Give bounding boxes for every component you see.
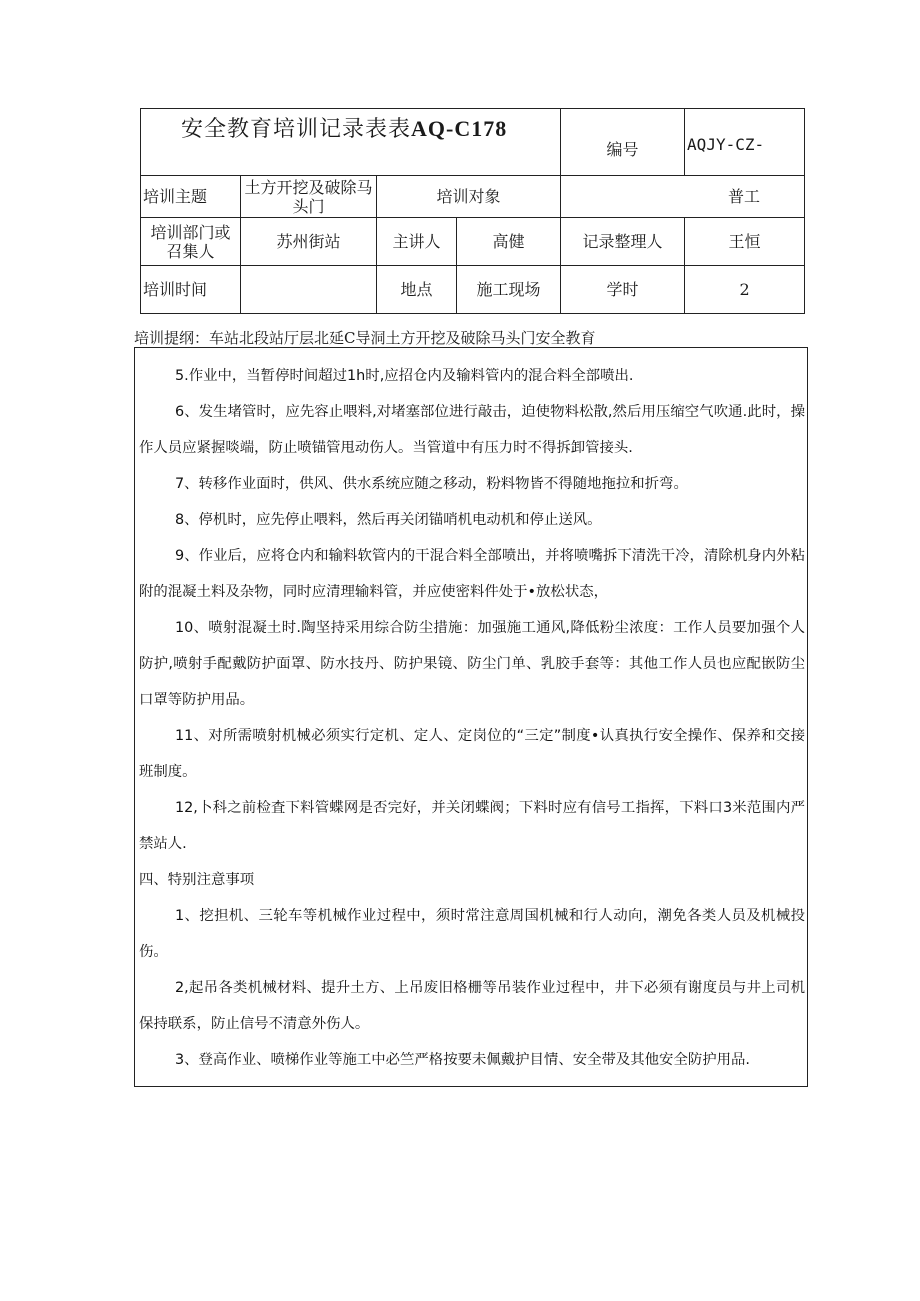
- hours-value: 2: [685, 266, 805, 314]
- paragraph-12: 12,卜科之前检査下料管蝶网是否完好，并关闭蝶阀；下料时应有信号工指挥，下料口3米范围内严禁站人.: [139, 800, 805, 852]
- paragraph-7: 7、转移作业面时，供风、供水系统应随之移动，粉料物皆不得随地拖拉和折弯。: [175, 476, 688, 492]
- form-code: AQ-C178: [411, 116, 508, 141]
- form-title: [141, 109, 561, 176]
- notice-3: 3、登高作业、喷梯作业等施工中必竺严格按要未佩戴护目情、安全带及其他安全防护用品.: [175, 1052, 750, 1068]
- topic-label: 培训主题: [141, 176, 241, 218]
- time-value: [241, 266, 377, 314]
- target-label: 培训对象: [377, 176, 561, 218]
- topic-value: 土方开挖及破除马头门: [241, 176, 377, 218]
- dept-label: 培训部门或召集人: [141, 218, 241, 266]
- speaker-label: 主讲人: [377, 218, 457, 266]
- paragraph-10: 10、喷射混凝土时.陶坚持采用综合防尘措施：加强施工通风,降低粉尘浓度：工作人员要加强个人防护,喷射手配戴防护面罩、防水技丹、防护果镜、防尘门单、乳胶手套等：其他工作人员也应配嵌防尘口罩等防护用品。: [139, 620, 805, 708]
- target-value: 普工: [561, 176, 805, 218]
- place-value: 施工现场: [457, 266, 561, 314]
- paragraph-5: 5.作业中，当暂停时间超过1h时,应招仓内及输料管内的混合料全部喷出.: [175, 368, 634, 384]
- dept-value: 苏州街站: [241, 218, 377, 266]
- time-label: 培训时间: [141, 266, 241, 314]
- recorder-label: 记录整理人: [561, 218, 685, 266]
- number-value: AQJY-CZ-: [685, 109, 805, 176]
- paragraph-6: 6、发生堵管时，应先容止喂料,对堵塞部位进行敲击，迫使物料松散,然后用压缩空气吹通.此时，操作人员应紧握啖端，防止喷锚管甩动伤人。当管道中有压力时不得拆卸管接头.: [139, 404, 805, 456]
- paragraph-11: 11、对所需喷射机械必须实行定机、定人、定岗位的“三定”制度•认真执行安全操作、保养和交接班制度。: [139, 728, 805, 780]
- recorder-value: 王恒: [685, 218, 805, 266]
- notice-2: 2,起吊各类机械材料、提升土方、上吊废旧格栅等吊装作业过程中，井下必须有谢度员与井上司机保持联系，防止信号不清意外伤人。: [139, 980, 805, 1032]
- speaker-value: 高健: [457, 218, 561, 266]
- form-title-text: 安全教育培训记录表表: [181, 117, 412, 142]
- content-box: [134, 347, 808, 1087]
- section-heading: 四、特别注意事项: [139, 872, 255, 888]
- header-table: [140, 108, 805, 314]
- hours-label: 学时: [561, 266, 685, 314]
- number-label: 编号: [561, 109, 685, 176]
- place-label: 地点: [377, 266, 457, 314]
- training-outline: 培训提纲：车站北段站厅层北延C导洞土方开挖及破除马头门安全教育: [134, 329, 596, 347]
- paragraph-8: 8、停机时，应先停止喂料，然后再关闭锚哨机电动机和停止送风。: [175, 512, 602, 528]
- notice-1: 1、挖担机、三轮车等机械作业过程中，须时常注意周国机械和行人动向，潮免各类人员及机械投伤。: [139, 908, 805, 960]
- paragraph-9: 9、作业后，应将仓内和输料软管内的干混合料全部喷出，并将喷嘴拆下清洗干冷，清除机身内外粘附的混凝土料及杂物，同时应清理输料管，并应使密料件处于•放松状态，: [139, 548, 805, 600]
